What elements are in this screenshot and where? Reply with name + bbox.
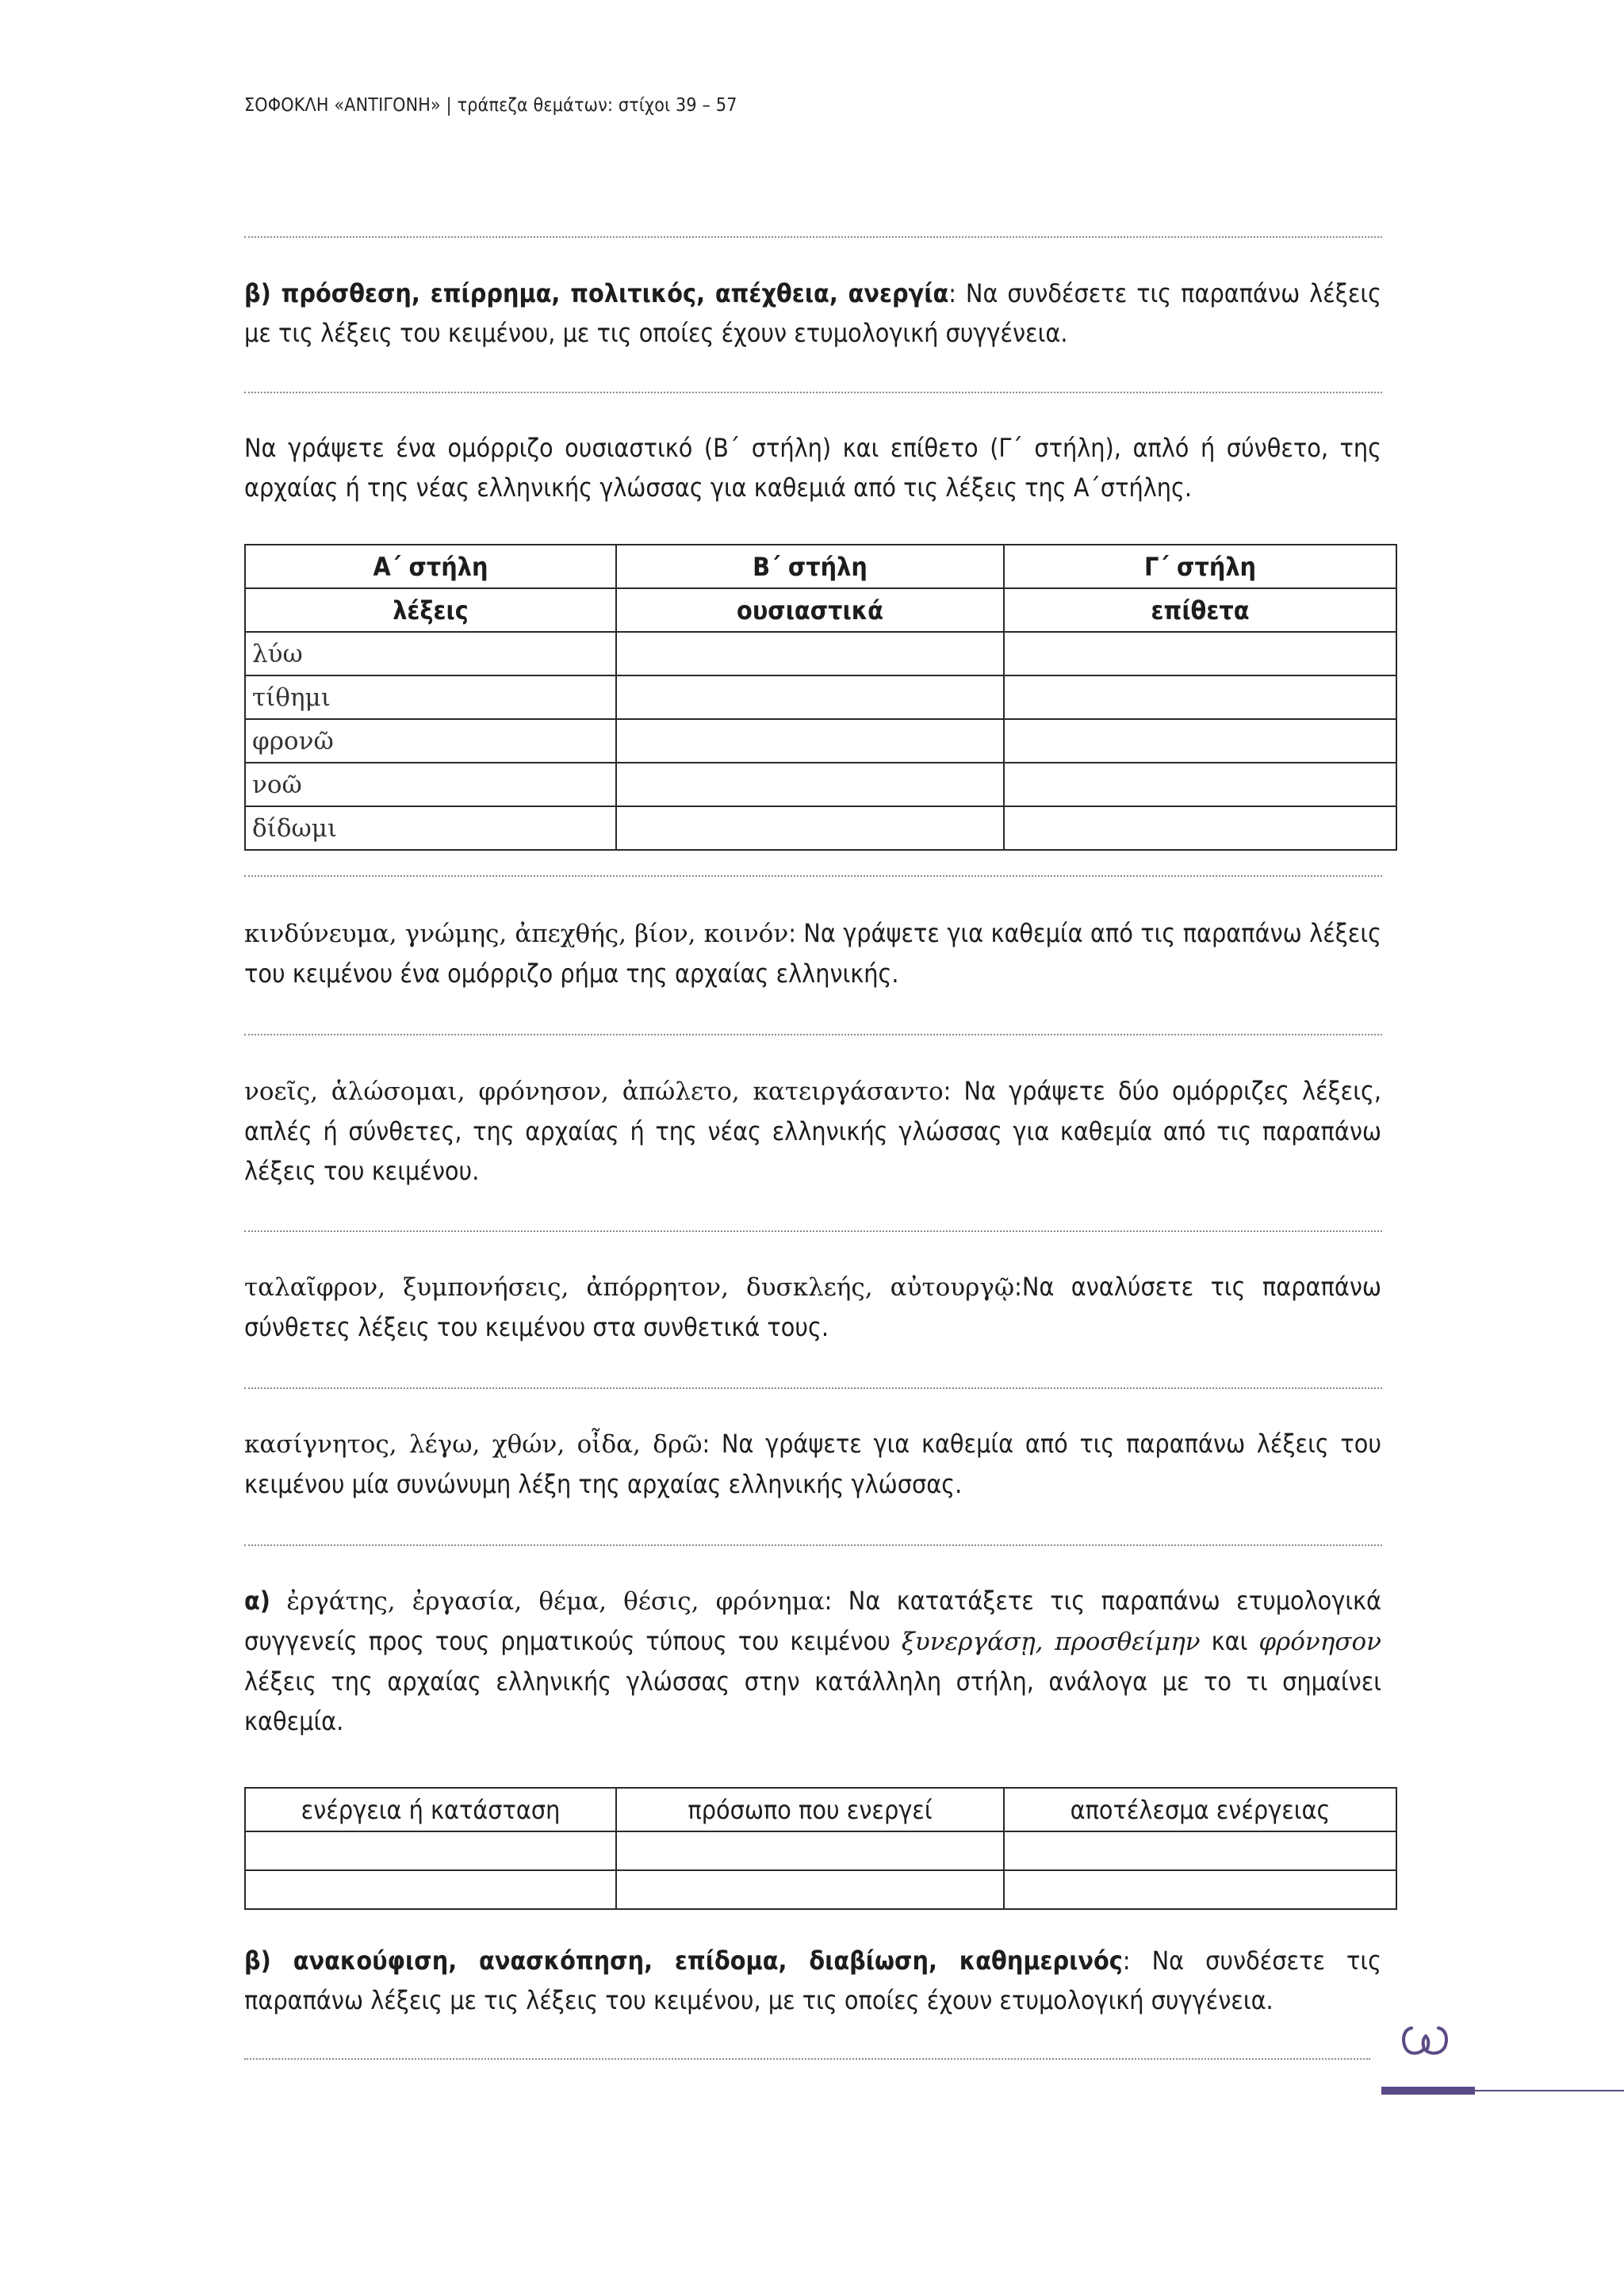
adjective-answer-cell[interactable] [1004,719,1396,763]
greek-verb-forms: ξυνεργάσῃ, προσθείμην [901,1628,1201,1656]
running-header: ΣΟΦΟΚΛΗ «ΑΝΤΙΓΟΝΗ» | τράπεζα θεμάτων: στίχοι 39 – 57 [244,95,737,116]
adjective-answer-cell[interactable] [1004,763,1396,806]
word-cell: δίδωμι [245,806,616,850]
greek-words: κινδύνευμα, γνώμης, ἀπεχθής, βίον, κοινόν [244,920,789,948]
classification-table [244,1787,1397,1910]
exercise-keywords: β) ανακούφιση, ανασκόπηση, επίδομα, διαβίωση, καθημερινός [244,1946,1123,1976]
footer-accent-line [1475,2090,1624,2091]
noun-answer-cell[interactable] [616,806,1004,850]
answer-cell[interactable] [616,1870,1004,1909]
greek-words: νοεῖς, ἁλώσομαι, φρόνησον, ἀπώλετο, κατειργάσαντο [244,1077,944,1106]
exercise-instruction: : Να συνδέσετε τις παραπάνω λέξεις με τις λέξεις του κειμένου, με τις οποίες έχουν ετυμολογική συγγένεια. [244,1946,1382,2015]
exercise-synonyms [244,1424,1381,1504]
cognates-table [244,544,1397,851]
greek-words: κασίγνητος, λέγω, χθών, οἶδα, δρῶ [244,1430,703,1459]
answer-cell[interactable] [1004,1870,1396,1909]
dotted-divider [244,875,1382,877]
dotted-divider [244,1387,1382,1389]
exercise-classification [244,1581,1381,1741]
exercise-etymology-1 [244,274,1381,353]
dotted-divider [244,1544,1382,1546]
exercise-instruction: : Να γράψετε δύο ομόρριζες λέξεις, απλές ή σύνθετες, της αρχαίας ή της νέας ελληνικής γλώσσας για καθεμία από τις παραπάνω λέξεις του κειμένου. [244,1076,1382,1186]
table-row [245,763,1396,806]
column-subheader: επίθετα [1004,588,1396,632]
answer-cell[interactable] [245,1831,616,1870]
column-header: Γ΄ στήλη [1004,545,1396,588]
table-header-row [245,1788,1396,1831]
dotted-divider [244,1034,1382,1035]
footer-accent-bar [1381,2087,1475,2095]
exercise-instruction: Να γράψετε ένα ομόρριζο ουσιαστικό (Β΄ στήλη) και επίθετο (Γ΄ στήλη), απλό ή σύνθετο, της αρχαίας ή της νέας ελληνικής γλώσσας για καθεμιά από τις λέξεις της Α΄στήλης. [244,433,1381,503]
answer-cell[interactable] [245,1870,616,1909]
word-cell: νοῶ [245,763,616,806]
table-row [245,632,1396,675]
exercise-cognates [244,428,1381,507]
table-header-row [245,545,1396,588]
column-subheader: ουσιαστικά [616,588,1004,632]
exercise-two-cognates [244,1071,1381,1191]
table-subheader-row [245,588,1396,632]
column-header: Α΄ στήλη [245,545,616,588]
answer-cell[interactable] [1004,1831,1396,1870]
conjunction: και [1211,1626,1248,1656]
answer-cell[interactable] [616,1831,1004,1870]
column-header: αποτέλεσμα ενέργειας [1004,1788,1396,1831]
greek-words: ἐργάτης, ἐργασία, θέμα, θέσις, φρόνημα [286,1587,825,1616]
noun-answer-cell[interactable] [616,675,1004,719]
noun-answer-cell[interactable] [616,632,1004,675]
table-row [245,806,1396,850]
exercise-verbs [244,913,1381,993]
column-subheader: λέξεις [245,588,616,632]
table-row [245,1831,1396,1870]
column-header: ενέργεια ή κατάσταση [245,1788,616,1831]
exercise-instruction: :Να αναλύσετε τις παραπάνω σύνθετες λέξεις του κειμένου στα συνθετικά τους. [244,1272,1382,1342]
word-cell: τίθημι [245,675,616,719]
exercise-etymology-2 [244,1941,1381,2020]
noun-answer-cell[interactable] [616,763,1004,806]
exercise-instruction: : Να κατατάξετε τις παραπάνω ετυμολογικά συγγενείς προς τους ρηματικούς τύπους του κειμένου [244,1586,1382,1656]
word-cell: φρονῶ [245,719,616,763]
exercise-keywords: β) πρόσθεση, επίρρημα, πολιτικός, απέχθεια, ανεργία [244,278,949,308]
exercise-instruction-cont: λέξεις της αρχαίας ελληνικής γλώσσας στην κατάλληλη στήλη, ανάλογα με το τι σημαίνει καθεμία. [244,1667,1381,1736]
exercise-instruction: : Να γράψετε για καθεμία από τις παραπάνω λέξεις του κειμένου ένα ομόρριζο ρήμα της αρχαίας ελληνικής. [244,918,1381,989]
table-row [245,1870,1396,1909]
column-header: Β΄ στήλη [616,545,1004,588]
adjective-answer-cell[interactable] [1004,806,1396,850]
table-row [245,675,1396,719]
exercise-instruction: : Να γράψετε για καθεμία από τις παραπάνω λέξεις του κειμένου μία συνώνυμη λέξη της αρχαίας ελληνικής γλώσσας. [244,1429,1382,1499]
exercise-compounds [244,1267,1381,1347]
word-cell: λύω [245,632,616,675]
dotted-divider [244,392,1382,393]
dotted-divider [244,2058,1370,2060]
greek-words: ταλαῖφρον, ξυμπονήσεις, ἀπόρρητον, δυσκλεής, αὐτουργῷ [244,1273,1015,1302]
greek-verb-form: φρόνησον [1258,1628,1381,1656]
dotted-divider [244,236,1382,238]
adjective-answer-cell[interactable] [1004,675,1396,719]
dotted-divider [244,1230,1382,1232]
noun-answer-cell[interactable] [616,719,1004,763]
exercise-label: α) [244,1586,270,1616]
table-row [245,719,1396,763]
exercise-instruction: : Να συνδέσετε τις παραπάνω λέξεις με τις λέξεις του κειμένου, με τις οποίες έχουν ετυμολογική συγγένεια. [244,278,1381,348]
column-header: πρόσωπο που ενεργεί [616,1788,1004,1831]
adjective-answer-cell[interactable] [1004,632,1396,675]
omega-page-icon [1400,2022,1451,2060]
